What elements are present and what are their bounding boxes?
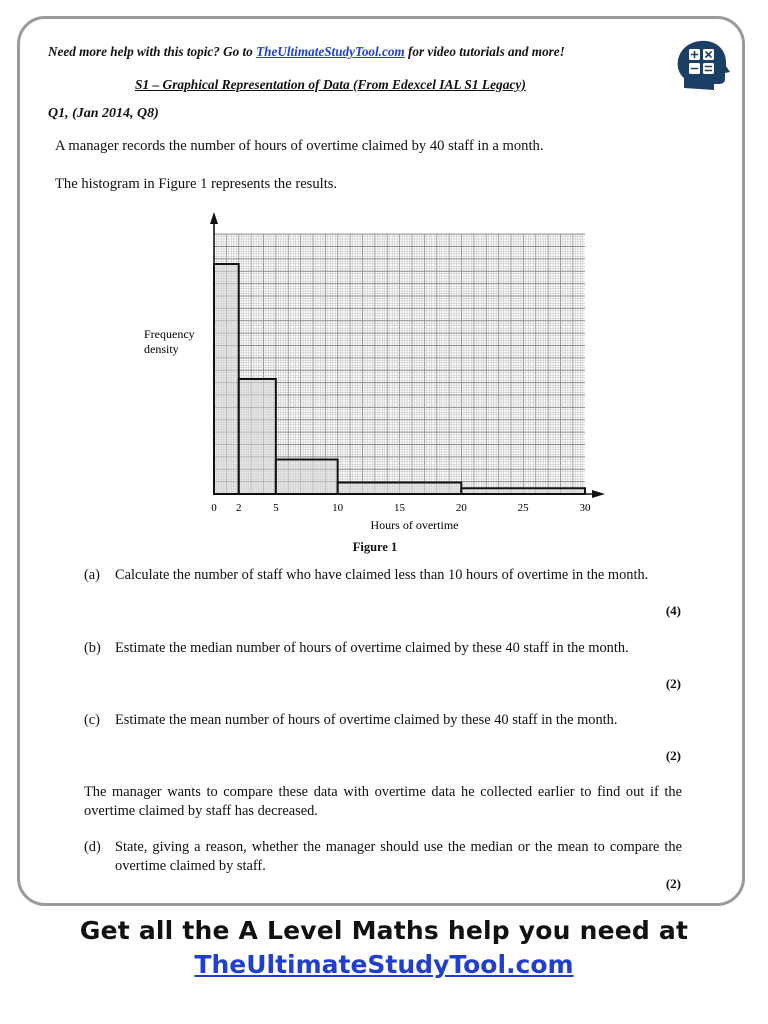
x-tick-label-15: 15 <box>394 502 405 514</box>
histogram-chart <box>130 208 620 538</box>
x-tick-label-2: 2 <box>235 502 242 514</box>
intro-line-2: The histogram in Figure 1 represents the results. <box>55 176 338 192</box>
x-tick-label-5: 5 <box>273 502 279 514</box>
help-banner <box>48 44 672 60</box>
help-suffix: for video tutorials and more! <box>404 44 565 59</box>
part-c-marks: (2) <box>665 748 681 763</box>
histogram-bar-4 <box>338 483 462 495</box>
histogram-figure <box>130 208 620 560</box>
footer-tagline: Get all the A Level Maths help you need at <box>79 916 689 945</box>
question-reference: Q1, (Jan 2014, Q8) <box>48 106 159 121</box>
x-tick-label-10: 10 <box>332 502 344 514</box>
x-tick-label-25: 25 <box>517 502 529 514</box>
question-part-c <box>84 711 682 730</box>
y-axis-label-line2: density <box>144 342 179 356</box>
histogram-bar-3 <box>276 460 338 495</box>
part-d-label: (d) <box>84 839 101 855</box>
x-tick-label-0: 0 <box>211 502 217 514</box>
intro-line-1: A manager records the number of hours of overtime claimed by 40 staff in a month. <box>55 138 544 154</box>
figure-caption: Figure 1 <box>352 540 398 554</box>
histogram-bar-5 <box>461 488 585 494</box>
part-a-label: (a) <box>84 567 100 583</box>
part-b-label: (b) <box>84 640 101 656</box>
question-part-b <box>84 639 682 658</box>
help-prefix: Need more help with this topic? Go to <box>48 44 257 59</box>
calculator-head-icon <box>674 38 730 94</box>
question-part-d <box>84 838 682 876</box>
y-axis-arrow <box>210 212 218 224</box>
x-tick-label-20: 20 <box>455 502 467 514</box>
worksheet-subtitle: S1 – Graphical Representation of Data (From Edexcel IAL S1 Legacy) <box>135 77 526 92</box>
x-tick-label-30: 30 <box>579 502 591 514</box>
x-axis-arrow <box>592 490 605 498</box>
y-axis-label-line1: Frequency <box>144 327 195 341</box>
context-paragraph: The manager wants to compare these data with overtime data he collected earlier to find out if the overtime claimed by staff has decreased. <box>84 784 682 819</box>
footer-banner <box>0 914 768 982</box>
part-d-marks: (2) <box>665 876 681 891</box>
part-c-label: (c) <box>84 712 100 728</box>
help-link[interactable]: TheUltimateStudyTool.com <box>256 44 405 59</box>
part-b-marks: (2) <box>665 676 681 691</box>
part-a-marks: (4) <box>665 603 681 618</box>
footer-link[interactable]: TheUltimateStudyTool.com <box>194 950 574 979</box>
x-axis-label: Hours of overtime <box>370 518 459 532</box>
part-c-text: Estimate the mean number of hours of overtime claimed by these 40 staff in the month. <box>115 712 618 728</box>
histogram-bar-1 <box>214 264 239 494</box>
part-b-text: Estimate the median number of hours of overtime claimed by these 40 staff in the month. <box>115 640 629 656</box>
part-a-text: Calculate the number of staff who have claimed less than 10 hours of overtime in the month. <box>115 567 649 583</box>
question-part-a <box>84 566 682 585</box>
part-d-text: State, giving a reason, whether the manager should use the median or the mean to compare the overtime claimed by staff. <box>115 839 682 874</box>
histogram-bar-2 <box>239 379 276 494</box>
